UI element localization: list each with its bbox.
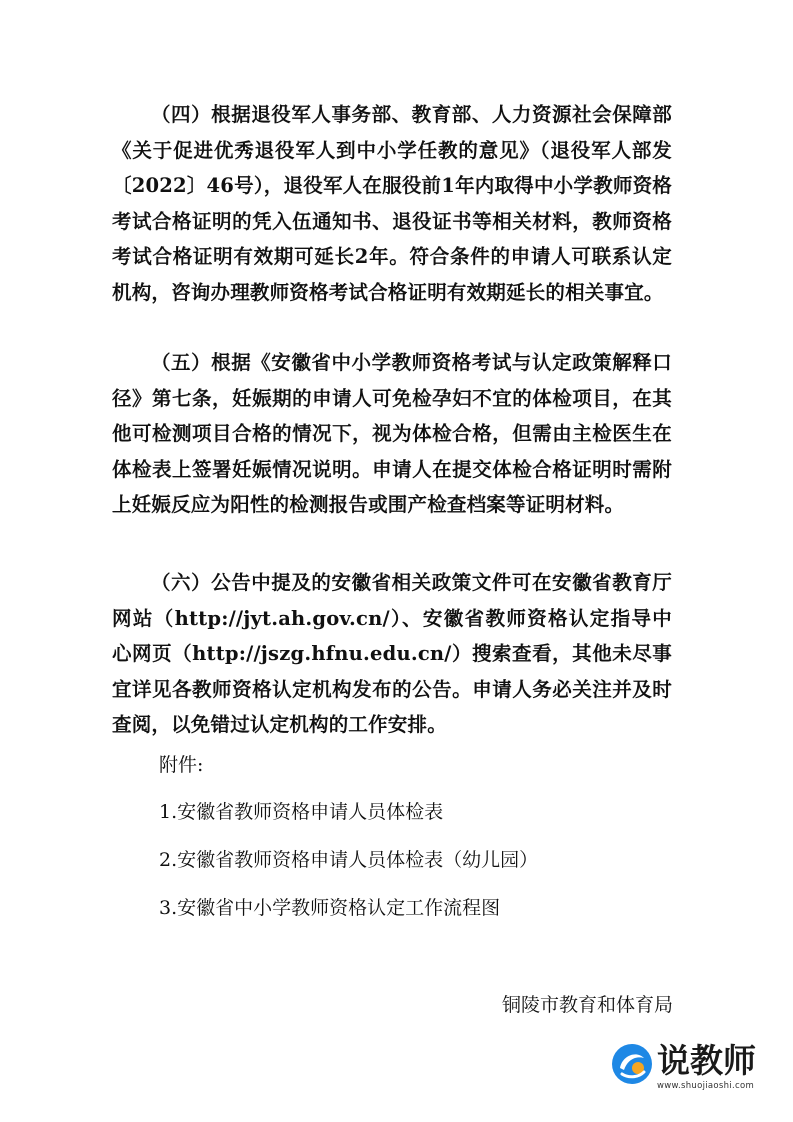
- attachment-item-2: 2.安徽省教师资格申请人员体检表（幼儿园）: [159, 849, 539, 871]
- attachment-item-1: 1.安徽省教师资格申请人员体检表: [159, 801, 444, 823]
- attachment-item-3: 3.安徽省中小学教师资格认定工作流程图: [159, 897, 501, 919]
- watermark-logo: [610, 1038, 775, 1102]
- watermark-text: 说教师: [657, 1041, 756, 1080]
- watermark-url: www.shuojiaoshi.com: [657, 1081, 755, 1091]
- issuer-signature: 铜陵市教育和体育局: [501, 994, 673, 1016]
- paragraph-6: （六）公告中提及的安徽省相关政策文件可在安徽省教育厅网站（http://jyt.ah.gov.cn/）、安徽省教师资格认定指导中心网页（http://jszg.hfnu.edu.cn/）搜索查看，其他未尽事宜详见各教师资格认定机构发布的公告。申请人务必关注并及时查阅，以免错过认定机构的工作安排。: [112, 571, 672, 736]
- attachments-title: 附件:: [159, 754, 204, 776]
- shuojiaoshi-logo-icon: [610, 1042, 654, 1086]
- paragraph-5: （五）根据《安徽省中小学教师资格考试与认定政策解释口径》第七条，妊娠期的申请人可免检孕妇不宜的体检项目，在其他可检测项目合格的情况下，视为体检合格，但需由主检医生在体检表上签署妊娠情况说明。申请人在提交体检合格证明时需附上妊娠反应为阳性的检测报告或围产检查档案等证明材料。: [112, 351, 672, 516]
- paragraph-4: （四）根据退役军人事务部、教育部、人力资源社会保障部《关于促进优秀退役军人到中小学任教的意见》（退役军人部发〔2022〕46号），退役军人在服役前1年内取得中小学教师资格考试合格证明的凭入伍通知书、退役证书等相关材料，教师资格考试合格证明有效期可延长2年。符合条件的申请人可联系认定机构，咨询办理教师资格考试合格证明有效期延长的相关事宜。: [112, 103, 672, 304]
